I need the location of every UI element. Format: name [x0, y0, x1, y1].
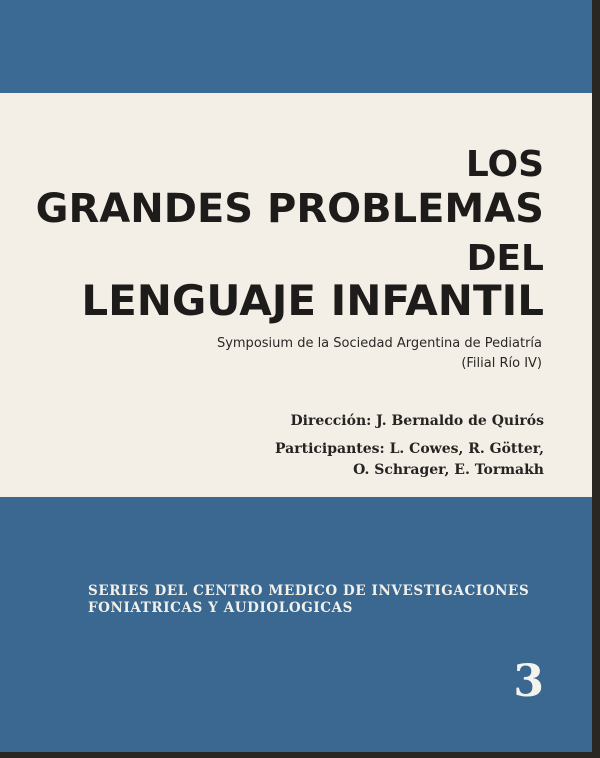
participants-credit-1: Participantes: L. Cowes, R. Götter,: [275, 441, 544, 457]
top-blue-band: [0, 0, 592, 93]
title-line-3: DEL: [466, 238, 544, 279]
background-edge-bottom: [0, 752, 600, 758]
background-edge-right: [592, 0, 600, 758]
title-line-2: GRANDES PROBLEMAS: [35, 186, 544, 232]
subtitle-line-1: Symposium de la Sociedad Argentina de Pediatría: [216, 336, 542, 351]
bottom-blue-band: [0, 497, 592, 752]
title-line-4: LENGUAJE INFANTIL: [81, 276, 544, 325]
title-line-1: LOS: [465, 144, 544, 185]
series-line-2: FONIATRICAS Y AUDIOLOGICAS: [88, 600, 354, 616]
series-line-1: SERIES DEL CENTRO MEDICO DE INVESTIGACIONES: [88, 583, 530, 599]
direction-credit: Dirección: J. Bernaldo de Quirós: [290, 413, 544, 429]
participants-credit-2: O. Schrager, E. Tormakh: [353, 462, 544, 478]
volume-number: 3: [513, 656, 544, 707]
subtitle-line-2: (Filial Río IV): [461, 356, 542, 371]
